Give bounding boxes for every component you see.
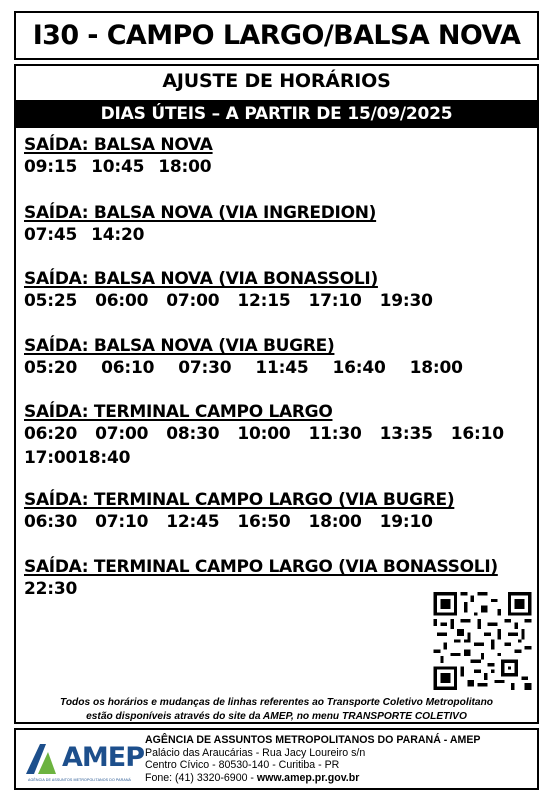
notice-subtitle: AJUSTE DE HORÁRIOS [162, 70, 391, 92]
departure-time: 05:20 [24, 358, 78, 378]
departure-time: 11:45 [255, 358, 309, 378]
footer [14, 728, 539, 790]
schedule-section [24, 490, 534, 534]
time-list [24, 422, 539, 470]
departure-time: 17:10 [308, 291, 362, 311]
schedule-section [24, 402, 534, 470]
section-title: SAÍDA: TERMINAL CAMPO LARGO (VIA BONASSOLI) [24, 557, 498, 577]
departure-time: 18:40 [77, 448, 131, 468]
departure-time: 16:10 [450, 424, 504, 444]
departure-time: 07:00 [166, 291, 220, 311]
schedule-section [24, 135, 534, 179]
departure-time: 18:00 [158, 157, 212, 177]
section-title: SAÍDA: BALSA NOVA (VIA INGREDION) [24, 203, 377, 223]
qr-code-icon [433, 592, 532, 690]
departure-time: 09:15 [24, 157, 78, 177]
departure-time: 06:20 [24, 424, 78, 444]
departure-time: 18:00 [409, 358, 463, 378]
departure-time: 07:10 [95, 512, 149, 532]
agency-info [145, 734, 480, 784]
departure-time: 10:45 [91, 157, 145, 177]
agency-name: AGÊNCIA DE ASSUNTOS METROPOLITANOS DO PARANÁ - AMEP [145, 734, 481, 746]
departure-time: 07:45 [24, 225, 78, 245]
departure-time: 16:40 [332, 358, 386, 378]
schedule-section [24, 269, 534, 313]
time-list [24, 356, 534, 380]
section-title: SAÍDA: TERMINAL CAMPO LARGO [24, 402, 333, 422]
departure-time: 22:30 [24, 579, 78, 599]
agency-phone: Fone: (41) 3320-6900 - [145, 771, 257, 784]
validity-band: DIAS ÚTEIS – A PARTIR DE 15/09/2025 [16, 100, 537, 128]
departure-time: 16:50 [237, 512, 291, 532]
section-title: SAÍDA: TERMINAL CAMPO LARGO (VIA BUGRE) [24, 490, 455, 510]
amep-logo-icon [24, 740, 64, 776]
departure-time: 06:00 [95, 291, 149, 311]
departure-time: 11:30 [308, 424, 362, 444]
footnote-line: Todos os horários e mudanças de linhas referentes ao Transporte Coletivo Metropolitano [59, 697, 494, 708]
departure-time: 10:00 [237, 424, 291, 444]
footnote [16, 696, 537, 724]
time-list [24, 223, 534, 247]
departure-time: 08:30 [166, 424, 220, 444]
departure-time: 18:00 [308, 512, 362, 532]
departure-time: 19:10 [379, 512, 433, 532]
departure-time: 07:00 [95, 424, 149, 444]
agency-contact [145, 772, 480, 785]
departure-time: 14:20 [91, 225, 145, 245]
departure-time: 05:25 [24, 291, 78, 311]
agency-address: Palácio das Araucárias - Rua Jacy Loureiro s/n [145, 746, 366, 759]
agency-website-link[interactable]: www.amep.pr.gov.br [256, 771, 360, 784]
schedule-section [24, 336, 534, 380]
departure-time: 07:30 [178, 358, 232, 378]
departure-time: 17:00 [24, 448, 78, 468]
time-list [24, 510, 534, 534]
time-list [24, 289, 534, 313]
section-title: SAÍDA: BALSA NOVA (VIA BONASSOLI) [24, 269, 378, 289]
departure-time: 06:30 [24, 512, 78, 532]
departure-time: 13:35 [379, 424, 433, 444]
section-title: SAÍDA: BALSA NOVA (VIA BUGRE) [24, 336, 335, 356]
footnote-line: estão disponíveis através do site da AMEP, no menu TRANSPORTE COLETIVO [86, 711, 467, 722]
departure-time: 12:45 [166, 512, 220, 532]
schedule-section [24, 203, 534, 247]
departure-time: 19:30 [379, 291, 433, 311]
section-title: SAÍDA: BALSA NOVA [24, 135, 213, 155]
departure-time: 06:10 [101, 358, 155, 378]
route-title: I30 - CAMPO LARGO/BALSA NOVA [32, 20, 521, 51]
logo-tagline: AGÊNCIA DE ASSUNTOS METROPOLITANOS DO PARANÁ [28, 778, 132, 782]
route-title-box [14, 11, 539, 60]
departure-time: 12:15 [237, 291, 291, 311]
agency-address: Centro Cívico - 80530-140 - Curitiba - PR [145, 759, 340, 771]
schedule-panel [14, 64, 539, 724]
time-list [24, 155, 534, 179]
logo-wordmark: AMEP [62, 742, 144, 773]
amep-logo [24, 736, 144, 784]
